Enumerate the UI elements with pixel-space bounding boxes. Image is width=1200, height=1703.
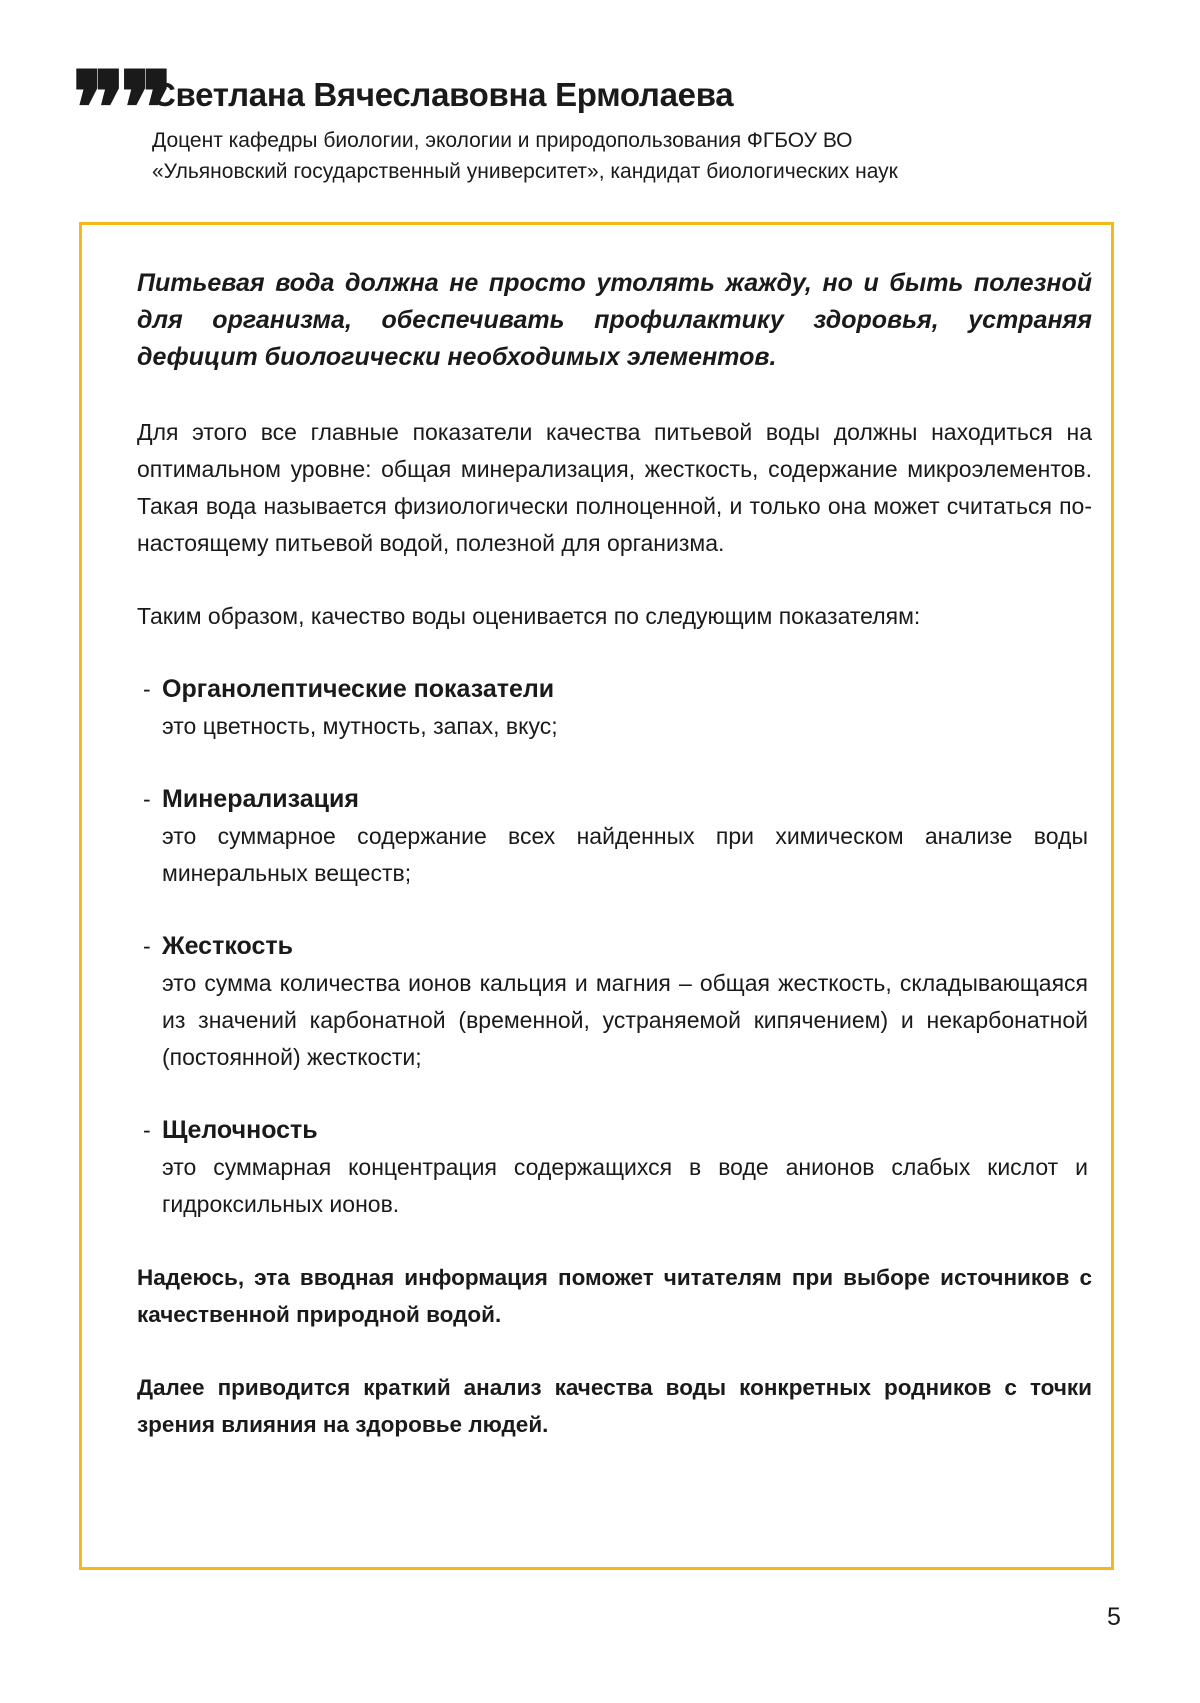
indicator-list (137, 671, 1092, 1223)
list-dash: - (143, 1117, 151, 1143)
list-item-title: Минерализация (162, 785, 359, 813)
list-dash: - (143, 933, 151, 959)
body-paragraph: Для этого все главные показатели качества питьевой воды должны находиться на оптимальном уровне: общая минерализация, жесткость, содержание микроэлементов. Такая вода называется физиологически полноценной, и только она может считаться по-настоящему питьевой водой, полезной для организма. (137, 419, 1092, 556)
quote-icon: ❞❞ (72, 49, 168, 167)
list-item-title: Органолептические показатели (162, 675, 555, 703)
author-role-line: Доцент кафедры биологии, экологии и природопользования ФГБОУ ВО (152, 129, 853, 152)
quote-box (79, 222, 1114, 1570)
list-item-description: это суммарная концентрация содержащихся в воде анионов слабых кислот и гидроксильных ионов. (162, 1154, 1088, 1217)
list-item-title: Жесткость (162, 932, 293, 960)
list-item-title: Щелочность (162, 1116, 318, 1144)
list-dash: - (143, 676, 151, 702)
list-item-description: это цветность, мутность, запах, вкус; (162, 713, 558, 739)
page-number: 5 (1107, 1603, 1121, 1631)
list-dash: - (143, 786, 151, 812)
author-name: Светлана Вячеславовна Ермолаева (152, 76, 734, 113)
list-item (137, 928, 1092, 1076)
closing-paragraph: Далее приводится краткий анализ качества воды конкретных родников с точки зрения влияния на здоровье людей. (137, 1375, 1092, 1437)
author-role-line: «Ульяновский государственный университет», кандидат биологических наук (152, 160, 898, 183)
closing-paragraph: Надеюсь, эта вводная информация поможет читателям при выборе источников с качественной природной водой. (137, 1265, 1092, 1327)
author-role (152, 125, 898, 187)
body-paragraph: Таким образом, качество воды оценивается по следующим показателям: (137, 603, 921, 629)
lead-statement: Питьевая вода должна не просто утолять жажду, но и быть полезной для организма, обеспечивать профилактику здоровья, устраняя дефицит биологически необходимых элементов. (137, 269, 1092, 371)
list-item-description: это суммарное содержание всех найденных при химическом анализе воды минеральных веществ; (162, 823, 1088, 886)
quote-box-content (137, 265, 1092, 1479)
list-item (137, 671, 1092, 745)
list-item (137, 781, 1092, 892)
list-item (137, 1112, 1092, 1223)
list-item-description: это сумма количества ионов кальция и магния – общая жесткость, складывающаяся из значений карбонатной (временной, устраняемой кипячением) и некарбонатной (постоянной) жесткости; (162, 970, 1088, 1070)
